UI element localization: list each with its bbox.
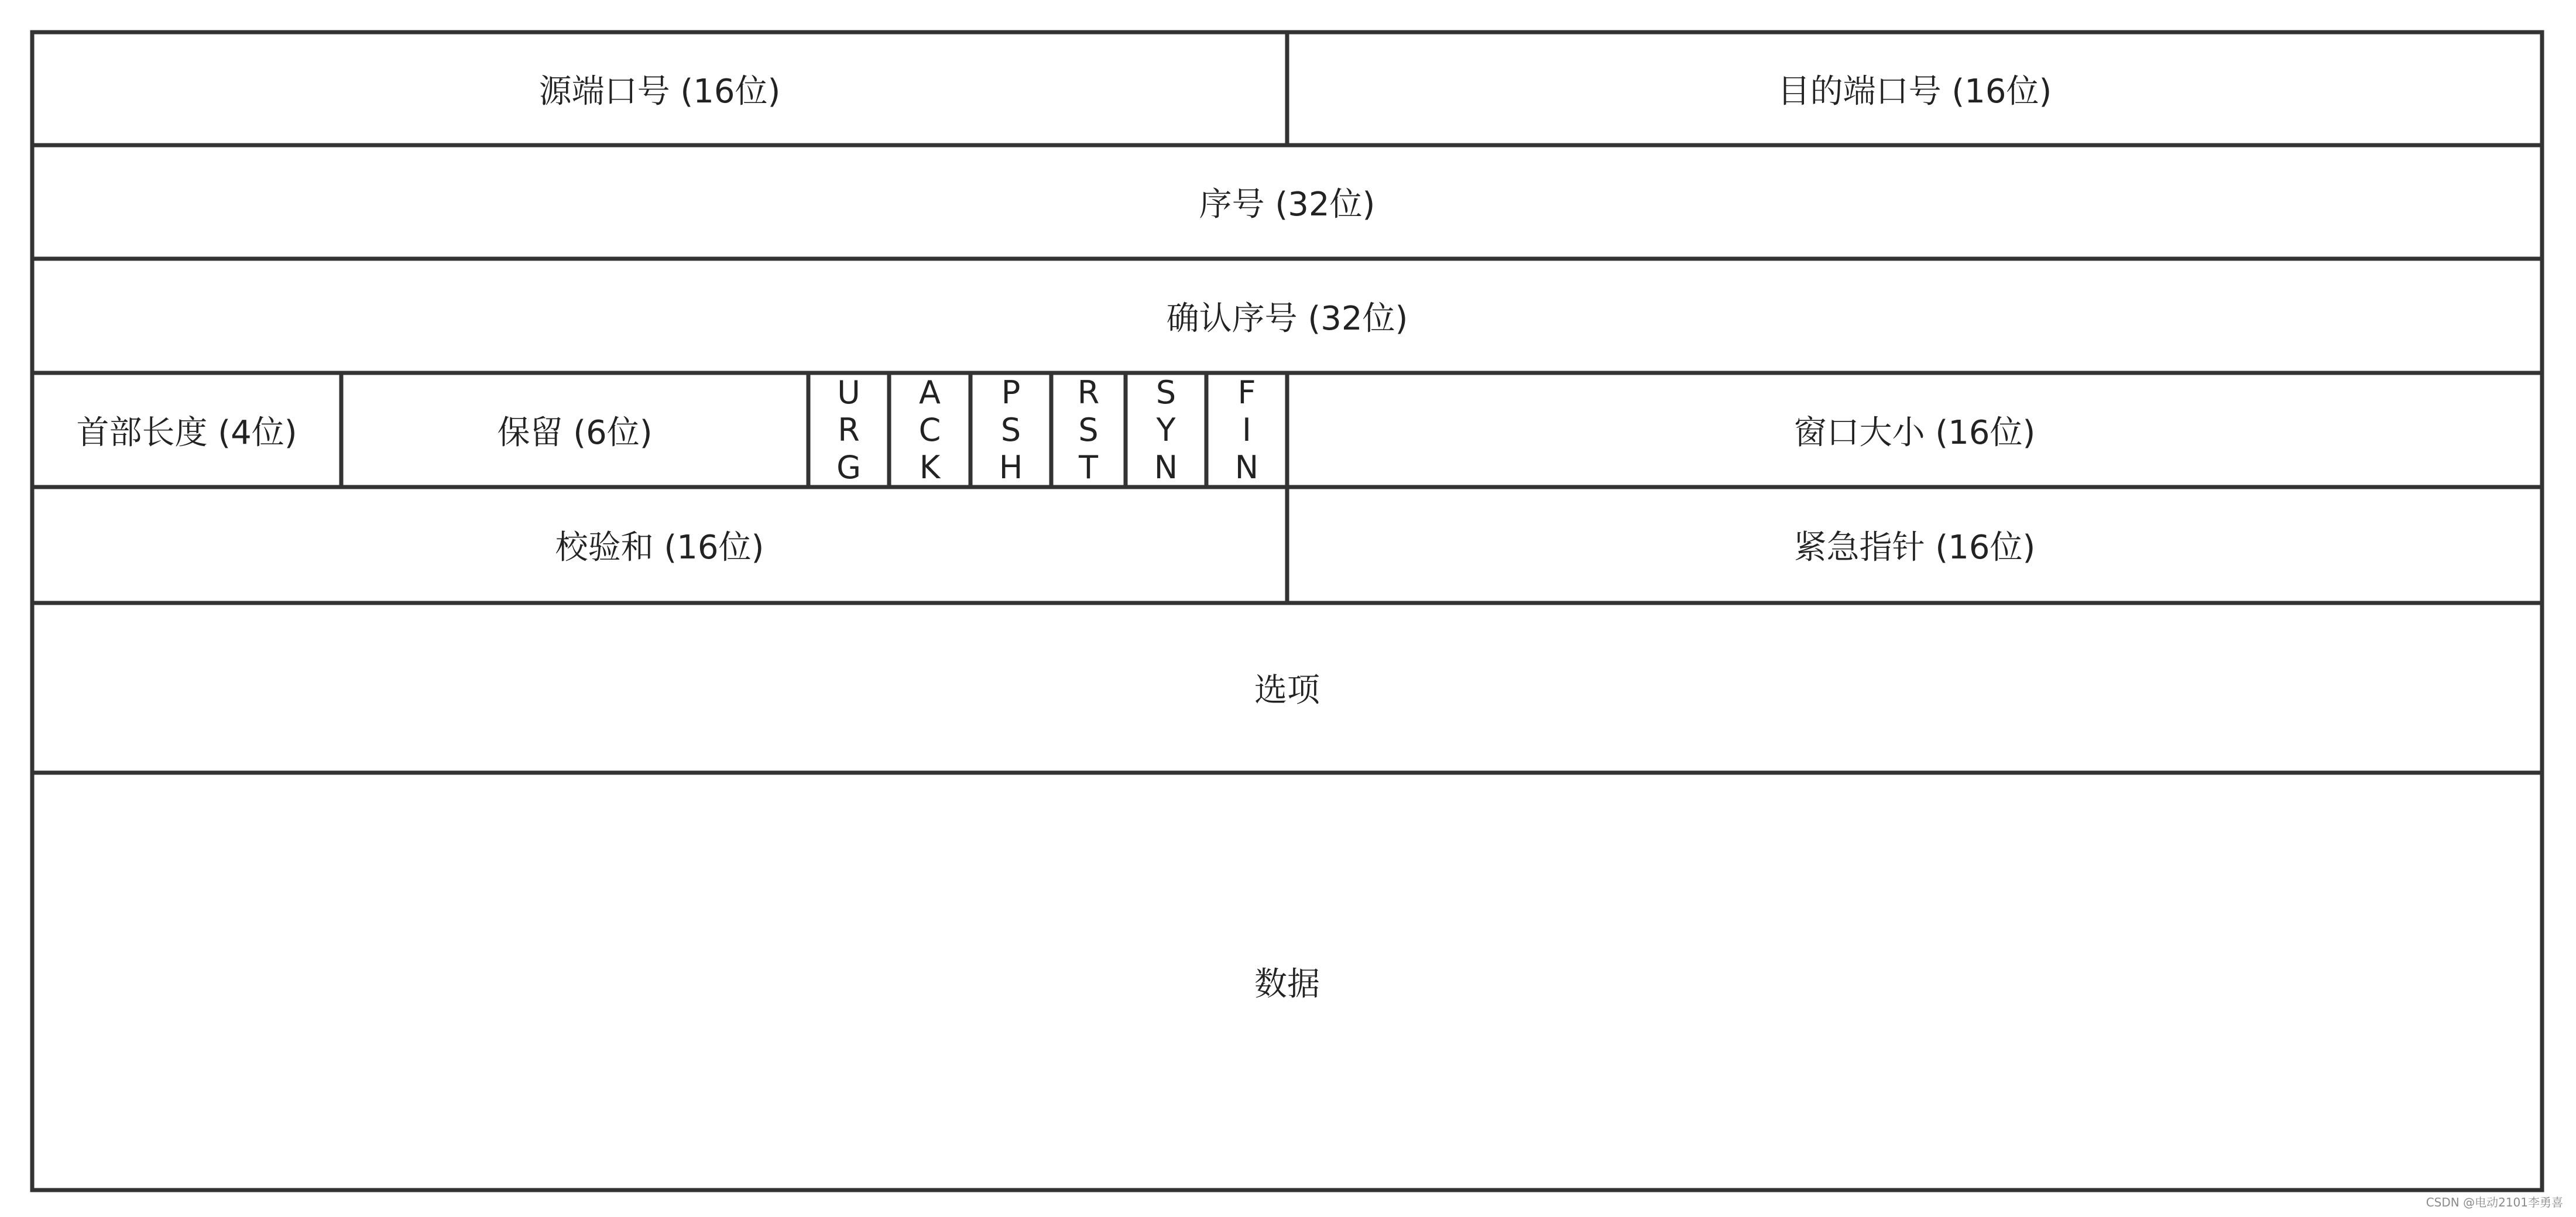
ack-number-label: 确认序号 (32位) (1166, 299, 1408, 338)
flag-syn-letter-1: S (1155, 373, 1176, 411)
flag-ack-letter-1: A (919, 373, 941, 411)
ack-number-field (32, 259, 2542, 373)
flag-urg (808, 373, 889, 487)
flag-syn (1126, 373, 1206, 487)
watermark: CSDN @电动2101李勇喜 (2426, 1195, 2563, 1209)
data-field (32, 773, 2542, 1190)
sequence-number-field (32, 145, 2542, 259)
dest-port-field (1287, 32, 2542, 145)
reserved-field (341, 373, 808, 487)
flag-urg-letter-3: G (836, 448, 861, 486)
flag-rst-letter-2: S (1078, 411, 1099, 448)
flag-fin-letter-3: N (1234, 448, 1259, 486)
flag-psh-letter-1: P (1001, 373, 1021, 411)
flag-ack-letter-2: C (918, 411, 941, 448)
source-port-field (32, 32, 1287, 145)
flag-fin-letter-1: F (1237, 373, 1256, 411)
flag-psh-letter-2: S (1000, 411, 1021, 448)
flag-psh-letter-3: H (999, 448, 1023, 486)
options-label: 选项 (1254, 671, 1320, 709)
flag-ack (889, 373, 970, 487)
flag-rst-letter-1: R (1077, 373, 1100, 411)
header-length-field (32, 373, 341, 487)
window-size-label: 窗口大小 (16位) (1793, 413, 2036, 452)
reserved-label: 保留 (6位) (497, 413, 653, 452)
flag-fin-letter-2: I (1242, 411, 1251, 448)
flag-urg-letter-1: U (837, 373, 860, 411)
flag-psh (970, 373, 1051, 487)
checksum-field (32, 487, 1287, 603)
checksum-label: 校验和 (16位) (555, 529, 764, 567)
flag-ack-letter-3: K (919, 448, 941, 486)
urgent-pointer-field (1287, 487, 2542, 603)
sequence-number-label: 序号 (32位) (1199, 186, 1376, 224)
source-port-label: 源端口号 (16位) (538, 72, 781, 111)
flag-syn-letter-3: N (1154, 448, 1178, 486)
flag-urg-letter-2: R (838, 411, 860, 448)
flag-fin (1206, 373, 1287, 487)
header-length-label: 首部长度 (4位) (76, 413, 297, 452)
window-size-field (1287, 373, 2542, 487)
urgent-pointer-label: 紧急指针 (16位) (1793, 529, 2036, 567)
flag-rst (1051, 373, 1126, 487)
options-field (32, 603, 2542, 773)
data-label: 数据 (1254, 965, 1320, 1003)
flag-syn-letter-2: Y (1156, 411, 1176, 448)
flag-rst-letter-3: T (1079, 448, 1098, 486)
dest-port-label: 目的端口号 (16位) (1777, 72, 2052, 111)
